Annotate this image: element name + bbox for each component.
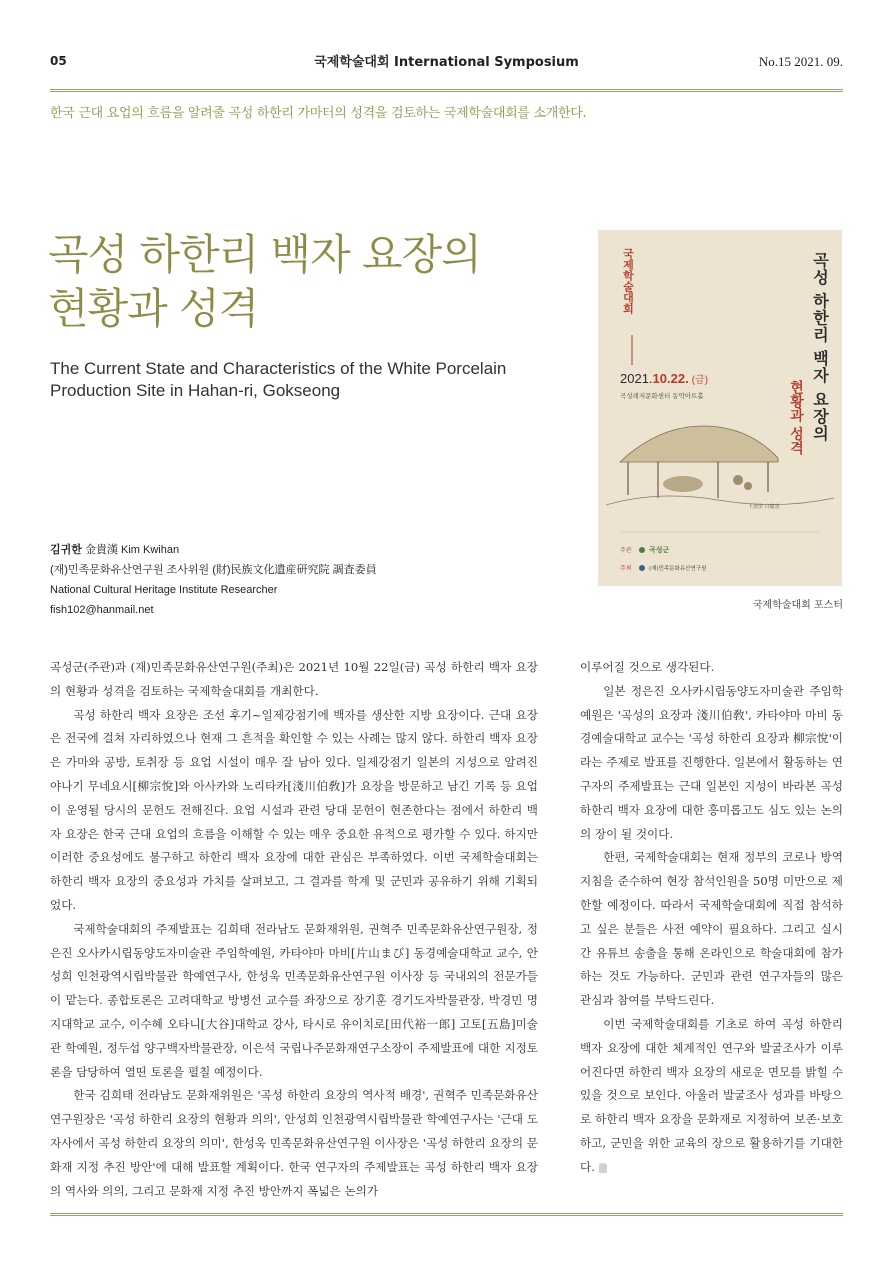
poster-organizer-label: 주최 (620, 565, 632, 572)
article-title-korean (48, 228, 481, 336)
author-affiliation-ko: (재)민족문화유산연구원 조사위원 (財)民族文化遺産研究院 調査委員 (50, 564, 377, 576)
poster-subtitle: 현황과 성격 (788, 380, 804, 455)
poster-venue: 곡성레저문화센터 동악아트홀 (620, 392, 704, 400)
footer-rule (50, 1213, 843, 1216)
author-name-alt: 金貴漢 Kim Kwihan (81, 544, 180, 556)
author-email[interactable]: fish102@hanmail.net (50, 604, 154, 616)
paragraph: 이루어질 것으로 생각된다. (580, 660, 715, 674)
paragraph (580, 1013, 843, 1180)
body-column-right (580, 656, 843, 1180)
page-number: 05 (50, 54, 67, 68)
closing-paragraph-text: 이번 국제학술대회를 기초로 하여 곡성 하한리 백자 요장에 대한 체계적인 연구와 발굴조사가 이루어진다면 하한리 백자 요장의 새로운 면모를 밝힐 수 있을 것으로 보인다. 아울러 발굴조사 성과를 바탕으로 하한리 백자 요장을 문화재로 지정하여 보존·보호하고, 군민을 위한 교육의 장으로 활용하기를 기대한다. (580, 1016, 843, 1174)
page-header (50, 48, 843, 74)
gokseong-logo-icon (639, 547, 645, 553)
paragraph: 한국 김희태 전라남도 문화재위원은 '곡성 하한리 요장의 역사적 배경', 권혁주 민족문화유산연구원장은 '곡성 하한리 요장의 현황과 의의', 안성희 인천광역시립박물관 학예연구사는 '근대 도자사에서 곡성 하한리 요장의 의미', 한성욱 민족문화유산연구원 이사장은 '곡성 하한리 요장의 문화재 지정 추진 방안'에 대해 발표할 계획이다. 한국 연구자의 주제발표는 곡성 하한리 백자 요장의 역사와 의의, 그리고 문화재 지정 추진 방안까지 폭넓은 논의가 (50, 1088, 538, 1198)
author-affiliation-en: National Cultural Heritage Institute Researcher (50, 584, 278, 596)
author-name-line (50, 540, 377, 560)
poster-organizer: (재)민족문화유산연구원 (649, 566, 707, 572)
poster-host: 곡성군 (649, 546, 670, 554)
paragraph: 일본 정은진 오사카시립동양도자미술관 주임학예원은 '곡성의 요장과 淺川伯敎', 카타야마 마비 동경예술대학교 교수는 '곡성 하한리 요장과 柳宗悅'이라는 주제로 발표를 진행한다. 일본에서 활동하는 연구자의 주제발표는 근대 일본인 지성이 바라본 곡성 하한리 백자 요장에 대한 흥미롭고도 심도 있는 논의의 장이 될 것이다. (580, 683, 843, 841)
paragraph: 국제학술대회의 주제발표는 김희태 전라남도 문화재위원, 권혁주 민족문화유산연구원장, 정은진 오사카시립동양도자미술관 주임학예원, 카타야마 마비[片山まび] 동경예술대학교 교수, 안성희 인천광역시립박물관 학예연구사, 한성욱 민족문화유산연구원 이사장 등 국내외의 전문가들이 맡는다. 종합토론은 고려대학교 방병선 교수를 좌장으로 장기훈 경기도자박물관장, 박경민 명지대학교 교수, 이수혜 오타니[大谷]대학교 강사, 타시로 유이치로[田代裕一郎] 고토[五島]미술관 학예원, 정두섭 양구백자박물관장, 이은석 국립나주문화재연구소장이 주제발표에 대한 지정토론을 담당하여 열띤 토론을 펼칠 예정이다. (50, 921, 538, 1079)
title-line-2: 현황과 성격 (48, 284, 259, 333)
symposium-poster (598, 230, 842, 586)
poster-title: 곡성 하한리 백자 요장의 (810, 252, 830, 442)
author-name: 김귀한 (50, 543, 82, 556)
svg-text:下漢里 白磁窯: 下漢里 白磁窯 (748, 504, 780, 510)
article-title-english: The Current State and Characteristics of the White Porcelain Production Site in Hahan-ri, Gokseong (50, 359, 507, 400)
issue-number: No.15 2021. 09. (758, 54, 843, 69)
poster-host-label: 주관 (620, 547, 632, 554)
poster-caption: 국제학술대회 포스터 (752, 600, 843, 611)
author-block (50, 540, 377, 620)
end-mark-icon (599, 1163, 607, 1173)
institute-logo-icon (639, 565, 645, 571)
poster-artwork (598, 230, 842, 586)
body-column-left (50, 656, 538, 1203)
title-line-1: 곡성 하한리 백자 요장의 (48, 230, 481, 279)
paragraph: 곡성군(주관)과 (재)민족문화유산연구원(주최)은 2021년 10월 22일(금) 곡성 하한리 백자 요장의 현황과 성격을 검토하는 국제학술대회를 개최한다. (50, 660, 538, 698)
paragraph: 한편, 국제학술대회는 현재 정부의 코로나 방역지침을 준수하여 현장 참석인원을 50명 미만으로 제한할 예정이다. 따라서 국제학술대회에 직접 참석하고 싶은 분들은 사전 예약이 필요하다. 그리고 실시간 유튜브 송출을 통해 온라인으로 학술대회에 참가하는 것도 가능하다. 군민과 관련 연구자들의 많은 관심과 참여를 부탁드린다. (580, 850, 843, 1008)
lead-text: 한국 근대 요업의 흐름을 알려줄 곡성 하한리 가마터의 성격을 검토하는 국제학술대회를 소개한다. (50, 106, 587, 121)
poster-date: 2021.10.22. (금) (620, 371, 709, 386)
header-rule (50, 89, 843, 92)
paragraph: 곡성 하한리 백자 요장은 조선 후기~일제강점기에 백자를 생산한 지방 요장이다. 근대 요장은 전국에 걸쳐 자리하였으나 현재 그 흔적을 확인할 수 있는 사례는 많지 않다. 하한리 백자 요장은 가마와 공방, 토취장 등 요업 시설이 매우 잘 남아 있다. 일제강점기 일본의 지성으로 알려진 야나기 무네요시[柳宗悅]와 아사카와 노리타카[淺川伯敎]가 요장을 방문하고 남긴 기록 등 요업이 운영될 당시의 문헌도 전해진다. 요업 시설과 관련 당대 문헌이 현존한다는 점에서 하한리 백자 요장은 한국 근대 요업의 흐름을 이해할 수 있는 매우 중요한 유적으로 평가할 수 있다. 하지만 이러한 중요성에도 불구하고 하한리 백자 요장에 대한 관심은 부족하였다. 이번 국제학술대회는 하한리 백자 요장의 중요성과 가치를 살펴보고, 그 결과를 학계 및 군민과 공유하기 위해 기획되었다. (50, 707, 538, 912)
poster-side-label: 국제학술대회 (621, 248, 635, 314)
running-title: 국제학술대회 International Symposium (314, 55, 579, 70)
